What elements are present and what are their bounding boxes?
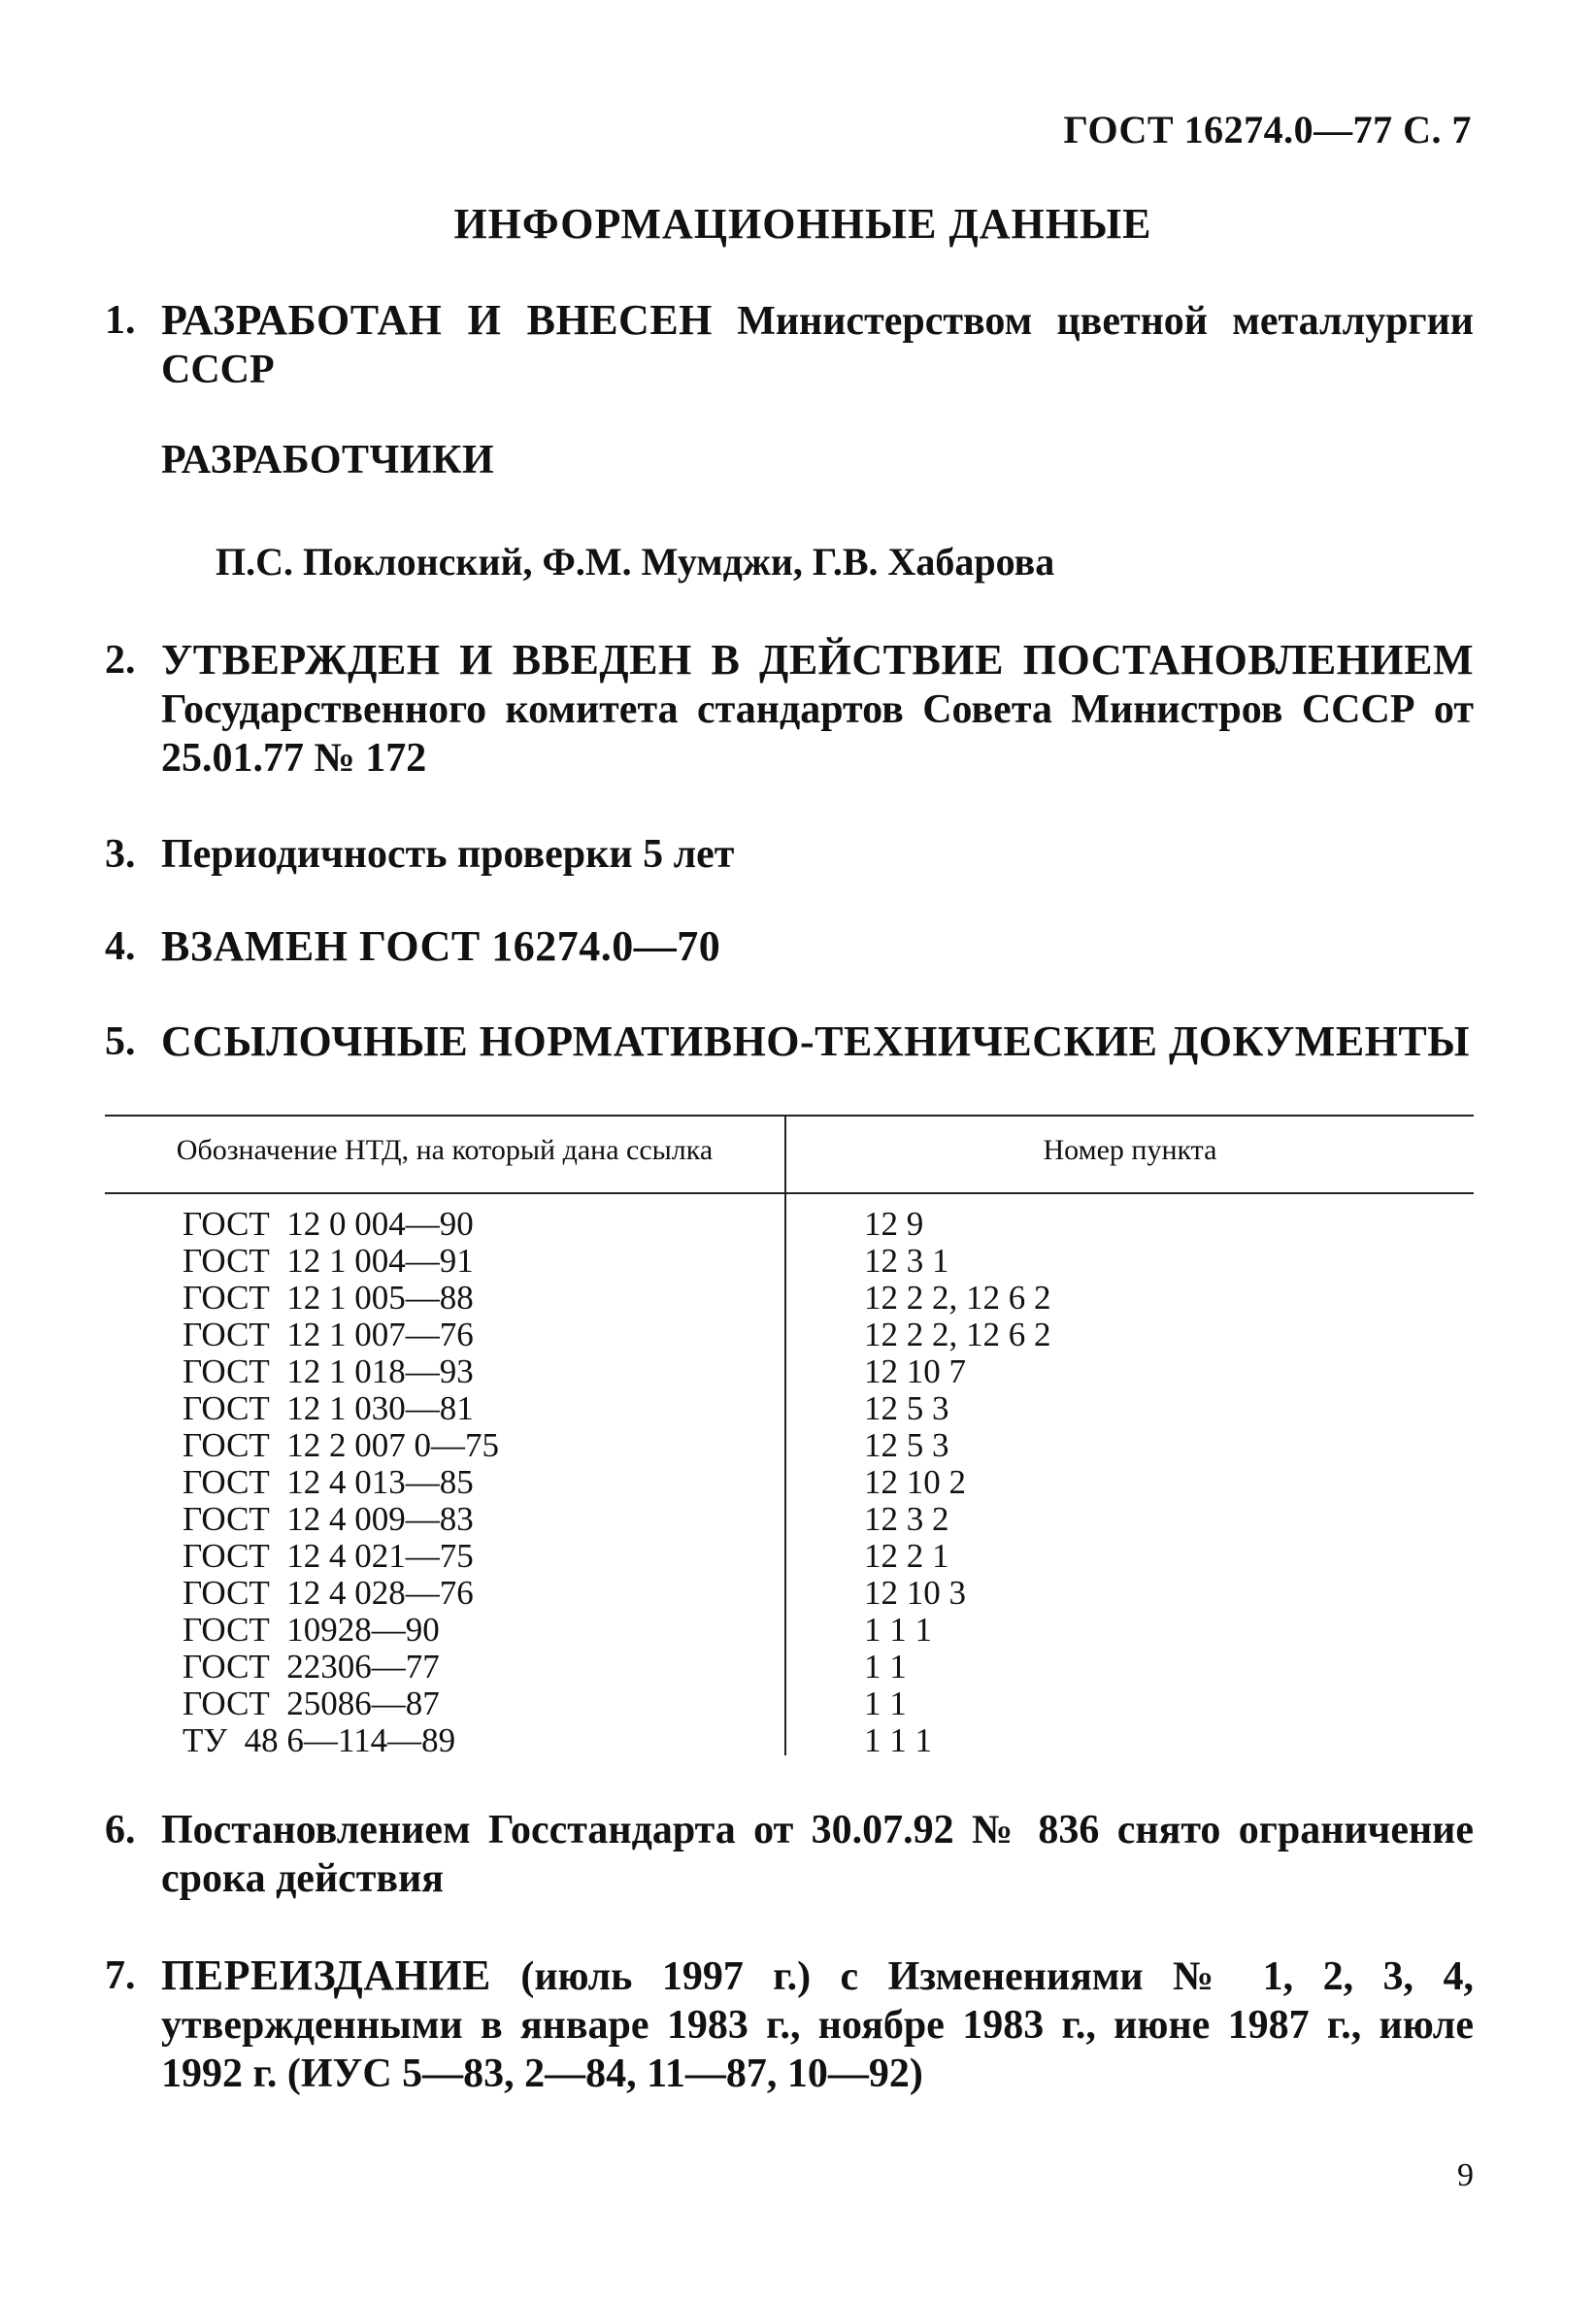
clause-cell: 12 5 3 — [864, 1389, 949, 1427]
item-number: 6. — [105, 1808, 136, 1852]
table-row — [105, 1575, 1474, 1612]
table-row — [105, 1501, 1474, 1538]
item-4 — [105, 922, 1474, 972]
table-row — [105, 1390, 1474, 1427]
developers-names: П.С. Поклонский, Ф.М. Мумджи, Г.В. Хабарова — [216, 540, 1055, 584]
doc-cell: ГОСТ 12 2 007 0—75 — [183, 1426, 500, 1464]
item-number: 2. — [105, 638, 136, 683]
item-1-text: Министерством цветной металлургии СССР — [161, 299, 1475, 392]
item-3 — [105, 830, 1474, 879]
clause-cell: 12 2 2, 12 6 2 — [864, 1316, 1051, 1353]
doc-cell: ГОСТ 12 1 030—81 — [183, 1389, 474, 1427]
clause-cell: 12 3 1 — [864, 1242, 949, 1280]
page-number: 9 — [1457, 2157, 1474, 2193]
page-title: ИНФОРМАЦИОННЫЕ ДАННЫЕ — [453, 200, 1152, 248]
item-7 — [105, 1952, 1474, 2098]
clause-cell: 12 10 2 — [864, 1463, 966, 1501]
clause-cell: 12 3 2 — [864, 1500, 949, 1538]
doc-cell: ГОСТ 12 4 021—75 — [183, 1537, 474, 1575]
table-row — [105, 1685, 1474, 1722]
clause-cell: 1 1 — [864, 1685, 907, 1722]
doc-cell: ГОСТ 10928—90 — [183, 1611, 440, 1649]
item-2 — [105, 636, 1474, 783]
clause-cell: 12 2 2, 12 6 2 — [864, 1279, 1051, 1317]
table-row — [105, 1464, 1474, 1501]
clause-cell: 1 1 1 — [864, 1721, 932, 1759]
doc-cell: ГОСТ 12 4 013—85 — [183, 1463, 474, 1501]
doc-cell: ГОСТ 12 4 028—76 — [183, 1574, 474, 1612]
table-row — [105, 1722, 1474, 1759]
clause-cell: 1 1 — [864, 1648, 907, 1685]
item-6 — [105, 1806, 1474, 1903]
table-top-rule — [105, 1115, 1474, 1117]
table-row — [105, 1317, 1474, 1353]
table-row — [105, 1427, 1474, 1464]
item-5-text: ССЫЛОЧНЫЕ НОРМАТИВНО-ТЕХНИЧЕСКИЕ ДОКУМЕНТЫ — [161, 1018, 1470, 1065]
item-2-caps: УТВЕРЖДЕН И ВВЕДЕН В ДЕЙСТВИЕ ПОСТАНОВЛЕНИЕМ — [161, 636, 1474, 684]
clause-cell: 12 2 1 — [864, 1537, 949, 1575]
table-row — [105, 1243, 1474, 1280]
item-1-caps: РАЗРАБОТАН И ВНЕСЕН — [161, 296, 713, 344]
table-header-document: Обозначение НТД, на который дана ссылка — [176, 1134, 714, 1166]
item-number: 7. — [105, 1953, 136, 1998]
table-row — [105, 1538, 1474, 1575]
table-row — [105, 1649, 1474, 1685]
item-7-text: (июль 1997 г.) с Изменениями № 1, 2, 3, 4, утвержденными в январе 1983 г., ноябре 1983 г., июне 1987 г., июле 1992 г. (ИУС 5—83, 2—84, 11—87, 10—92) — [161, 1954, 1474, 2096]
doc-cell: ГОСТ 12 1 005—88 — [183, 1279, 474, 1317]
table-row — [105, 1353, 1474, 1390]
developers-heading: РАЗРАБОТЧИКИ — [161, 438, 495, 483]
item-3-text: Периодичность проверки 5 лет — [161, 832, 735, 877]
item-5 — [105, 1018, 1474, 1067]
doc-cell: ГОСТ 12 1 004—91 — [183, 1242, 474, 1280]
clause-cell: 1 1 1 — [864, 1611, 932, 1649]
item-number: 4. — [105, 924, 136, 969]
table-body — [105, 1206, 1474, 1759]
table-header-rule — [105, 1192, 1474, 1194]
clause-cell: 12 10 7 — [864, 1352, 966, 1390]
table-row — [105, 1206, 1474, 1243]
document-reference-header: ГОСТ 16274.0—77 С. 7 — [1063, 108, 1472, 151]
item-number: 3. — [105, 832, 136, 877]
item-2-text: Государственного комитета стандартов Совета Министров СССР от 25.01.77 № 172 — [161, 687, 1474, 781]
table-row — [105, 1612, 1474, 1649]
doc-cell: ТУ 48 6—114—89 — [183, 1721, 456, 1759]
item-number: 1. — [105, 298, 136, 343]
doc-cell: ГОСТ 12 4 009—83 — [183, 1500, 474, 1538]
doc-cell: ГОСТ 12 0 004—90 — [183, 1205, 474, 1243]
item-4-text: ВЗАМЕН ГОСТ 16274.0—70 — [161, 922, 721, 970]
clause-cell: 12 10 3 — [864, 1574, 966, 1612]
item-7-caps: ПЕРЕИЗДАНИЕ — [161, 1952, 491, 1999]
doc-cell: ГОСТ 22306—77 — [183, 1648, 440, 1685]
clause-cell: 12 9 — [864, 1205, 924, 1243]
clause-cell: 12 5 3 — [864, 1426, 949, 1464]
item-number: 5. — [105, 1019, 136, 1064]
table-header-clause: Номер пункта — [1043, 1134, 1217, 1166]
table-row — [105, 1280, 1474, 1317]
item-1 — [105, 296, 1474, 394]
doc-cell: ГОСТ 12 1 018—93 — [183, 1352, 474, 1390]
doc-cell: ГОСТ 12 1 007—76 — [183, 1316, 474, 1353]
doc-cell: ГОСТ 25086—87 — [183, 1685, 440, 1722]
item-6-text: Постановлением Госстандарта от 30.07.92 № 836 снято ограничение срока действия — [161, 1808, 1474, 1901]
